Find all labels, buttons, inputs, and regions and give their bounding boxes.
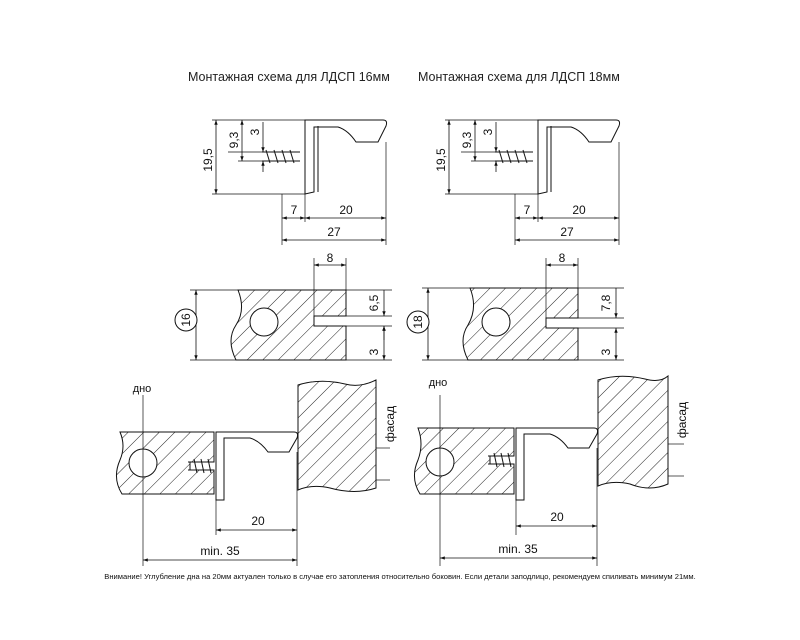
as18-profile-width-label: 20	[550, 510, 564, 524]
scheme-16-title: Монтажная схема для ЛДСП 16мм	[188, 70, 390, 84]
pn16-groove-offset-label: 3	[367, 348, 381, 356]
panel-18-drawing	[407, 258, 624, 360]
p18-left-label: 7	[523, 203, 531, 217]
as16-bottom-label: дно	[132, 383, 152, 395]
pn18-groove-width-label: 7,8	[599, 294, 613, 312]
pn16-thickness-label: 16	[179, 313, 193, 327]
as18-bottom-label: дно	[428, 377, 448, 389]
pn18-thickness-label: 18	[411, 315, 425, 329]
as16-facade-label: фасад	[383, 405, 397, 443]
p18-right-label: 20	[572, 203, 586, 217]
p16-offset-label: 9,3	[227, 131, 241, 149]
p16-height-label: 19,5	[201, 148, 215, 172]
p18-step-label: 3	[481, 128, 495, 136]
warning-note: Внимание! Углубление дна на 20мм актуален только в случае его затопления относительно боковин. Если детали заподлицо, рекомендуем спиливать минимум 21мм.	[104, 572, 696, 581]
assembly-18-drawing	[414, 376, 684, 566]
as16-min-distance-label: min. 35	[200, 544, 240, 558]
panel-16-drawing	[175, 258, 392, 360]
as18-facade-label: фасад	[675, 401, 689, 439]
p18-offset-label: 9,3	[460, 131, 474, 149]
p18-height-label: 19,5	[434, 148, 448, 172]
pn18-groove-depth-label: 8	[558, 251, 566, 265]
p16-right-label: 20	[339, 203, 353, 217]
pn16-groove-depth-label: 8	[326, 251, 334, 265]
p18-total-label: 27	[560, 225, 574, 239]
as16-profile-width-label: 20	[251, 514, 265, 528]
p16-step-label: 3	[248, 128, 262, 136]
p16-left-label: 7	[290, 203, 298, 217]
as18-min-distance-label: min. 35	[498, 542, 538, 556]
pn16-groove-width-label: 6,5	[367, 294, 381, 312]
p16-total-label: 27	[327, 225, 341, 239]
assembly-16-drawing	[116, 380, 390, 566]
pn18-groove-offset-label: 3	[599, 348, 613, 356]
scheme-18-title: Монтажная схема для ЛДСП 18мм	[418, 70, 620, 84]
